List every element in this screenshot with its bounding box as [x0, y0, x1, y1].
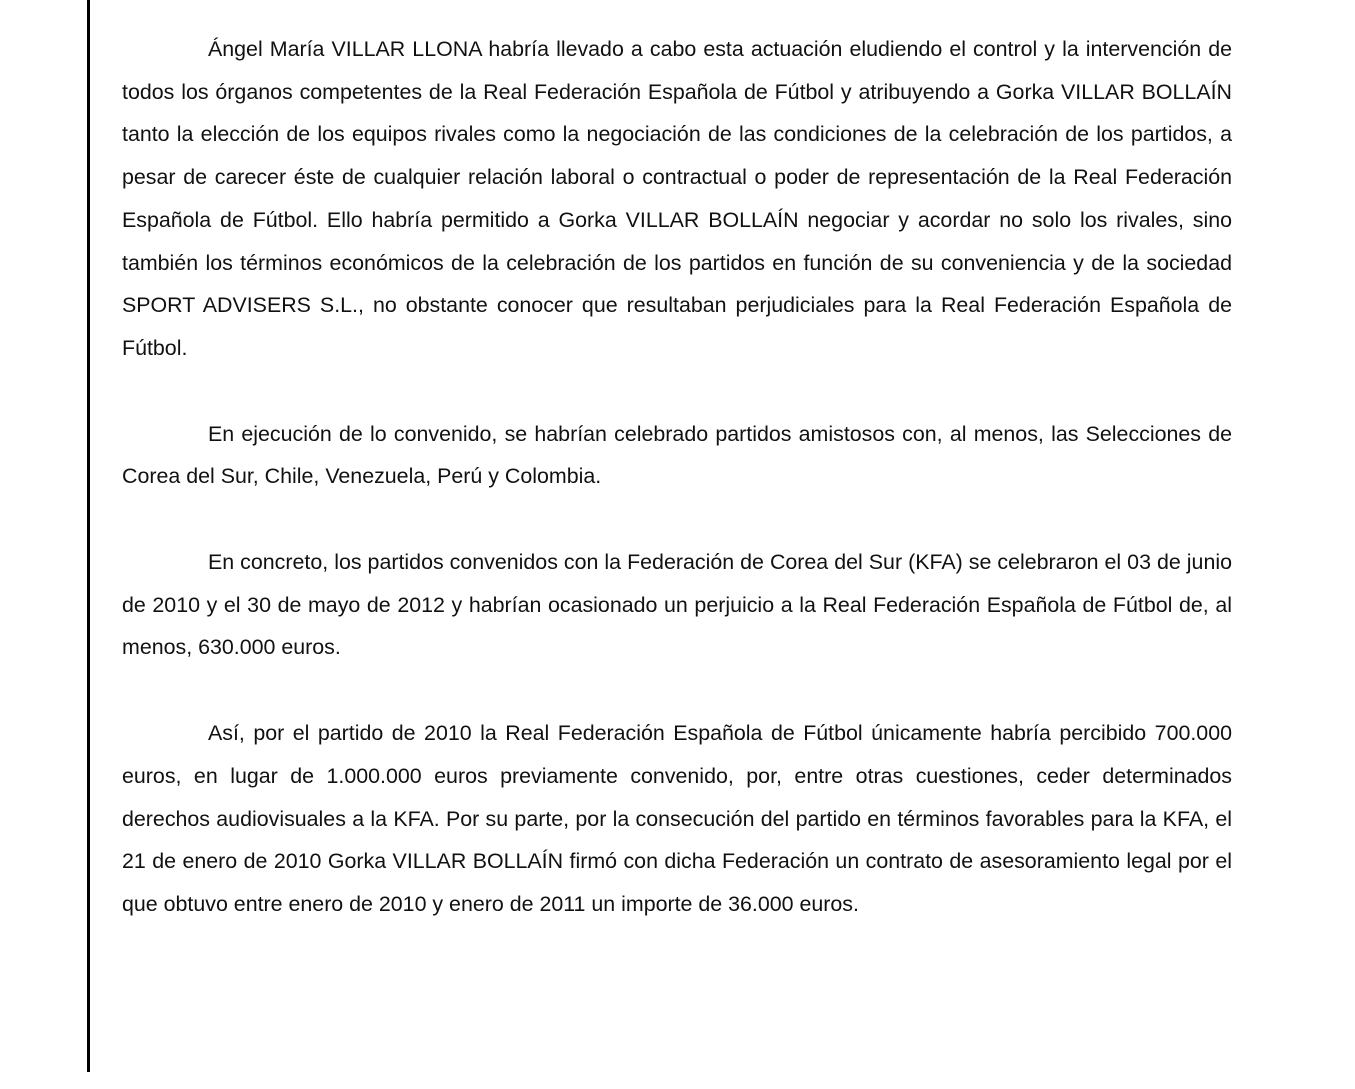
left-margin-line: [87, 0, 90, 1072]
paragraph-partidos-amistosos: En ejecución de lo convenido, se habrían celebrado partidos amistosos con, al menos, las Selecciones de Corea del Sur, Chile, Venezuela, Perú y Colombia.: [122, 421, 1232, 489]
paragraph-villar-actuacion: Ángel María VILLAR LLONA habría llevado a cabo esta actuación eludiendo el control y la intervención de todos los órganos competentes de la Real Federación Española de Fútbol y atribuyendo a Gorka VILLAR BOLLAÍN tanto la elección de los equipos rivales como la negociación de las condiciones de la celebración de los partidos, a pesar de carecer éste de cualquier relación laboral o contractual o poder de representación de la Real Federación Española de Fútbol. Ello habría permitido a Gorka VILLAR BOLLAÍN negociar y acordar no solo los rivales, sino también los términos económicos de la celebración de los partidos en función de su conveniencia y de la sociedad SPORT ADVISERS S.L., no obstante conocer que resultaban perjudiciales para la Real Federación Española de Fútbol.: [122, 37, 1232, 360]
document-body: [122, 28, 1232, 926]
paragraph-partido-2010: Así, por el partido de 2010 la Real Federación Española de Fútbol únicamente habría percibido 700.000 euros, en lugar de 1.000.000 euros previamente convenido, por, entre otras cuestiones, ceder determinados derechos audiovisuales a la KFA. Por su parte, por la consecución del partido en términos favorables para la KFA, el 21 de enero de 2010 Gorka VILLAR BOLLAÍN firmó con dicha Federación un contrato de asesoramiento legal por el que obtuvo entre enero de 2010 y enero de 2011 un importe de 36.000 euros.: [122, 721, 1232, 916]
paragraph-partidos-corea: En concreto, los partidos convenidos con la Federación de Corea del Sur (KFA) se celebraron el 03 de junio de 2010 y el 30 de mayo de 2012 y habrían ocasionado un perjuicio a la Real Federación Española de Fútbol de, al menos, 630.000 euros.: [122, 550, 1232, 660]
